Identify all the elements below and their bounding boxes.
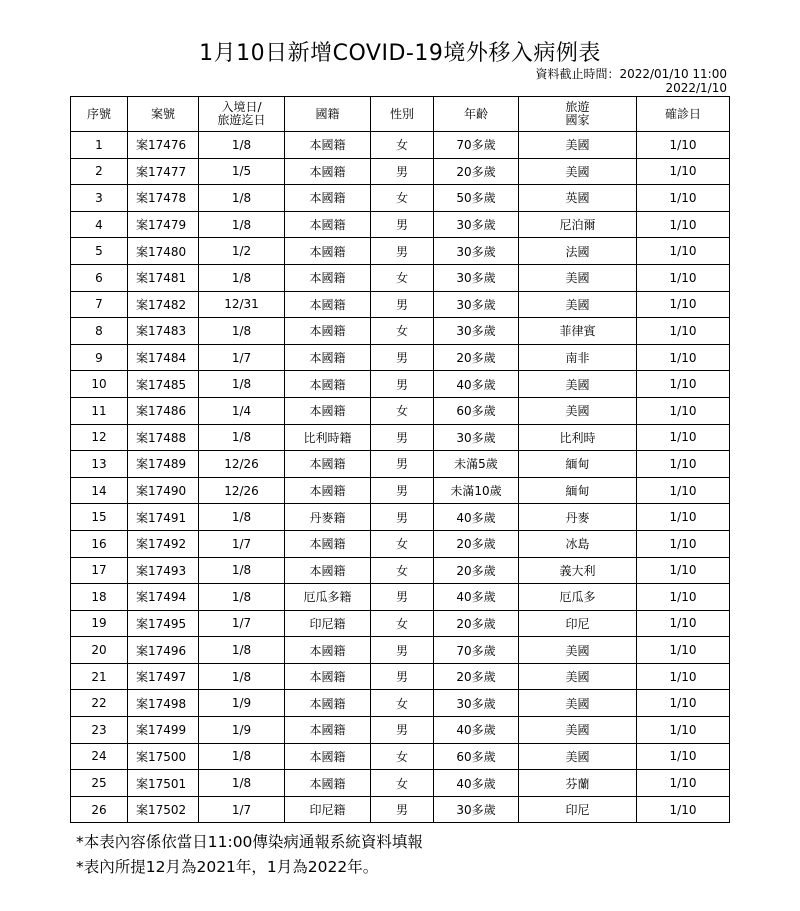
data-cutoff-time: 資料截止時間：2022/01/10 11:00 bbox=[535, 67, 727, 81]
cell-case-no: 案17485 bbox=[128, 371, 199, 398]
cell-entry-date: 1/8 bbox=[199, 584, 285, 611]
cell-entry-date: 1/2 bbox=[199, 238, 285, 265]
footnote: *本表內容係依當日11:00傳染病通報系統資料填報 bbox=[76, 833, 423, 851]
cell-travel-country: 美國 bbox=[519, 637, 637, 664]
cell-travel-country: 美國 bbox=[519, 291, 637, 318]
cell-confirm-date: 1/10 bbox=[637, 770, 730, 797]
cell-travel-country: 美國 bbox=[519, 690, 637, 717]
table-row bbox=[71, 451, 730, 478]
cell-age: 20多歲 bbox=[434, 530, 519, 557]
cell-nationality: 本國籍 bbox=[285, 557, 371, 584]
cell-confirm-date: 1/10 bbox=[637, 663, 730, 690]
table-row bbox=[71, 557, 730, 584]
cell-seq: 20 bbox=[71, 637, 128, 664]
header-confirm-date: 確診日 bbox=[637, 97, 730, 132]
cell-sex: 男 bbox=[371, 477, 434, 504]
cell-case-no: 案17491 bbox=[128, 504, 199, 531]
cell-entry-date: 1/8 bbox=[199, 318, 285, 345]
cell-case-no: 案17477 bbox=[128, 158, 199, 185]
cell-case-no: 案17479 bbox=[128, 211, 199, 238]
cell-entry-date: 12/26 bbox=[199, 451, 285, 478]
cell-travel-country: 丹麥 bbox=[519, 504, 637, 531]
cell-age: 40多歲 bbox=[434, 371, 519, 398]
header-case-no: 案號 bbox=[128, 97, 199, 132]
cell-case-no: 案17490 bbox=[128, 477, 199, 504]
cell-travel-country: 法國 bbox=[519, 238, 637, 265]
cell-seq: 2 bbox=[71, 158, 128, 185]
cell-case-no: 案17486 bbox=[128, 397, 199, 424]
header-entry-date: 入境日/ 旅遊迄日 bbox=[199, 97, 285, 132]
cell-travel-country: 菲律賓 bbox=[519, 318, 637, 345]
cell-age: 未滿5歲 bbox=[434, 451, 519, 478]
cell-seq: 9 bbox=[71, 344, 128, 371]
cell-entry-date: 1/8 bbox=[199, 770, 285, 797]
cell-sex: 女 bbox=[371, 610, 434, 637]
cell-age: 70多歲 bbox=[434, 637, 519, 664]
cell-seq: 18 bbox=[71, 584, 128, 611]
cell-entry-date: 1/8 bbox=[199, 424, 285, 451]
cell-travel-country: 美國 bbox=[519, 663, 637, 690]
cell-sex: 女 bbox=[371, 557, 434, 584]
cell-age: 40多歲 bbox=[434, 504, 519, 531]
cell-case-no: 案17476 bbox=[128, 132, 199, 159]
cell-seq: 4 bbox=[71, 211, 128, 238]
cell-confirm-date: 1/10 bbox=[637, 451, 730, 478]
cell-nationality: 印尼籍 bbox=[285, 796, 371, 823]
cell-case-no: 案17500 bbox=[128, 743, 199, 770]
cell-confirm-date: 1/10 bbox=[637, 424, 730, 451]
cell-case-no: 案17497 bbox=[128, 663, 199, 690]
cell-case-no: 案17499 bbox=[128, 717, 199, 744]
cell-age: 60多歲 bbox=[434, 743, 519, 770]
table-row bbox=[71, 743, 730, 770]
case-table bbox=[70, 96, 730, 823]
cell-sex: 男 bbox=[371, 211, 434, 238]
cell-seq: 12 bbox=[71, 424, 128, 451]
cell-case-no: 案17478 bbox=[128, 185, 199, 212]
cell-age: 20多歲 bbox=[434, 344, 519, 371]
table-row bbox=[71, 424, 730, 451]
cell-confirm-date: 1/10 bbox=[637, 291, 730, 318]
cell-travel-country: 緬甸 bbox=[519, 451, 637, 478]
cell-case-no: 案17502 bbox=[128, 796, 199, 823]
cell-case-no: 案17496 bbox=[128, 637, 199, 664]
table-row bbox=[71, 185, 730, 212]
cell-case-no: 案17498 bbox=[128, 690, 199, 717]
cell-confirm-date: 1/10 bbox=[637, 530, 730, 557]
cell-confirm-date: 1/10 bbox=[637, 397, 730, 424]
cell-case-no: 案17480 bbox=[128, 238, 199, 265]
cell-confirm-date: 1/10 bbox=[637, 318, 730, 345]
cell-sex: 男 bbox=[371, 584, 434, 611]
table-row bbox=[71, 158, 730, 185]
report-date: 2022/1/10 bbox=[665, 81, 727, 95]
cell-seq: 1 bbox=[71, 132, 128, 159]
cell-age: 60多歲 bbox=[434, 397, 519, 424]
table-row bbox=[71, 584, 730, 611]
cell-case-no: 案17483 bbox=[128, 318, 199, 345]
cell-travel-country: 義大利 bbox=[519, 557, 637, 584]
cell-entry-date: 1/9 bbox=[199, 690, 285, 717]
header-age: 年齡 bbox=[434, 97, 519, 132]
cell-age: 30多歲 bbox=[434, 796, 519, 823]
cell-seq: 8 bbox=[71, 318, 128, 345]
cell-sex: 女 bbox=[371, 770, 434, 797]
cell-nationality: 本國籍 bbox=[285, 211, 371, 238]
cell-nationality: 本國籍 bbox=[285, 530, 371, 557]
cell-sex: 女 bbox=[371, 185, 434, 212]
cell-sex: 男 bbox=[371, 424, 434, 451]
cell-sex: 女 bbox=[371, 690, 434, 717]
cell-age: 50多歲 bbox=[434, 185, 519, 212]
cell-age: 30多歲 bbox=[434, 264, 519, 291]
cell-entry-date: 1/5 bbox=[199, 158, 285, 185]
cell-entry-date: 1/9 bbox=[199, 717, 285, 744]
cell-entry-date: 12/31 bbox=[199, 291, 285, 318]
cell-age: 30多歲 bbox=[434, 690, 519, 717]
cell-age: 20多歲 bbox=[434, 610, 519, 637]
cell-entry-date: 1/8 bbox=[199, 743, 285, 770]
cell-confirm-date: 1/10 bbox=[637, 238, 730, 265]
cell-nationality: 本國籍 bbox=[285, 185, 371, 212]
cell-confirm-date: 1/10 bbox=[637, 371, 730, 398]
cell-seq: 11 bbox=[71, 397, 128, 424]
cell-entry-date: 1/8 bbox=[199, 637, 285, 664]
cell-sex: 男 bbox=[371, 238, 434, 265]
cell-nationality: 本國籍 bbox=[285, 238, 371, 265]
table-header-row bbox=[71, 97, 730, 132]
table-row bbox=[71, 291, 730, 318]
cell-travel-country: 美國 bbox=[519, 132, 637, 159]
page-title: 1月10日新增COVID-19境外移入病例表 bbox=[199, 41, 601, 66]
cell-confirm-date: 1/10 bbox=[637, 158, 730, 185]
table-row bbox=[71, 690, 730, 717]
cell-nationality: 本國籍 bbox=[285, 717, 371, 744]
cell-confirm-date: 1/10 bbox=[637, 132, 730, 159]
cell-seq: 3 bbox=[71, 185, 128, 212]
table-row bbox=[71, 211, 730, 238]
cell-seq: 21 bbox=[71, 663, 128, 690]
cell-age: 20多歲 bbox=[434, 663, 519, 690]
cell-sex: 男 bbox=[371, 451, 434, 478]
cell-entry-date: 1/8 bbox=[199, 663, 285, 690]
cell-age: 20多歲 bbox=[434, 158, 519, 185]
cell-entry-date: 1/8 bbox=[199, 264, 285, 291]
cell-nationality: 本國籍 bbox=[285, 318, 371, 345]
table-row bbox=[71, 264, 730, 291]
cell-case-no: 案17501 bbox=[128, 770, 199, 797]
cell-entry-date: 1/8 bbox=[199, 557, 285, 584]
cell-sex: 女 bbox=[371, 397, 434, 424]
cell-entry-date: 12/26 bbox=[199, 477, 285, 504]
cell-age: 30多歲 bbox=[434, 211, 519, 238]
cell-confirm-date: 1/10 bbox=[637, 185, 730, 212]
cell-case-no: 案17481 bbox=[128, 264, 199, 291]
table-row bbox=[71, 663, 730, 690]
cell-nationality: 本國籍 bbox=[285, 264, 371, 291]
cell-entry-date: 1/8 bbox=[199, 504, 285, 531]
cell-seq: 5 bbox=[71, 238, 128, 265]
cell-nationality: 本國籍 bbox=[285, 344, 371, 371]
cell-case-no: 案17494 bbox=[128, 584, 199, 611]
cell-sex: 男 bbox=[371, 637, 434, 664]
cell-entry-date: 1/7 bbox=[199, 610, 285, 637]
cell-confirm-date: 1/10 bbox=[637, 557, 730, 584]
cell-confirm-date: 1/10 bbox=[637, 211, 730, 238]
cell-entry-date: 1/8 bbox=[199, 211, 285, 238]
cell-seq: 16 bbox=[71, 530, 128, 557]
cell-sex: 男 bbox=[371, 158, 434, 185]
cell-sex: 女 bbox=[371, 318, 434, 345]
cell-seq: 24 bbox=[71, 743, 128, 770]
cell-travel-country: 美國 bbox=[519, 743, 637, 770]
cell-case-no: 案17482 bbox=[128, 291, 199, 318]
cell-case-no: 案17493 bbox=[128, 557, 199, 584]
cell-nationality: 本國籍 bbox=[285, 637, 371, 664]
table-row bbox=[71, 504, 730, 531]
table-row bbox=[71, 318, 730, 345]
cell-case-no: 案17495 bbox=[128, 610, 199, 637]
cell-nationality: 本國籍 bbox=[285, 291, 371, 318]
cell-age: 30多歲 bbox=[434, 291, 519, 318]
table-row bbox=[71, 717, 730, 744]
cell-seq: 13 bbox=[71, 451, 128, 478]
cell-age: 70多歲 bbox=[434, 132, 519, 159]
cell-sex: 男 bbox=[371, 663, 434, 690]
cell-confirm-date: 1/10 bbox=[637, 477, 730, 504]
cell-confirm-date: 1/10 bbox=[637, 717, 730, 744]
cell-confirm-date: 1/10 bbox=[637, 796, 730, 823]
cell-travel-country: 印尼 bbox=[519, 610, 637, 637]
cell-nationality: 丹麥籍 bbox=[285, 504, 371, 531]
table-row bbox=[71, 371, 730, 398]
cell-seq: 7 bbox=[71, 291, 128, 318]
header-nationality: 國籍 bbox=[285, 97, 371, 132]
cell-seq: 22 bbox=[71, 690, 128, 717]
table-row bbox=[71, 477, 730, 504]
cell-travel-country: 冰島 bbox=[519, 530, 637, 557]
cell-seq: 17 bbox=[71, 557, 128, 584]
cell-travel-country: 印尼 bbox=[519, 796, 637, 823]
cell-travel-country: 比利時 bbox=[519, 424, 637, 451]
cell-seq: 25 bbox=[71, 770, 128, 797]
cell-sex: 女 bbox=[371, 264, 434, 291]
cell-confirm-date: 1/10 bbox=[637, 264, 730, 291]
cell-entry-date: 1/4 bbox=[199, 397, 285, 424]
cell-confirm-date: 1/10 bbox=[637, 504, 730, 531]
cell-confirm-date: 1/10 bbox=[637, 690, 730, 717]
cell-sex: 男 bbox=[371, 504, 434, 531]
cell-confirm-date: 1/10 bbox=[637, 584, 730, 611]
cell-entry-date: 1/8 bbox=[199, 371, 285, 398]
header-sex: 性別 bbox=[371, 97, 434, 132]
cell-travel-country: 美國 bbox=[519, 264, 637, 291]
cell-age: 30多歲 bbox=[434, 424, 519, 451]
cell-nationality: 本國籍 bbox=[285, 690, 371, 717]
table-row bbox=[71, 796, 730, 823]
cell-confirm-date: 1/10 bbox=[637, 743, 730, 770]
table-row bbox=[71, 344, 730, 371]
table-row bbox=[71, 610, 730, 637]
cell-entry-date: 1/7 bbox=[199, 530, 285, 557]
cell-case-no: 案17489 bbox=[128, 451, 199, 478]
cell-seq: 23 bbox=[71, 717, 128, 744]
cell-sex: 男 bbox=[371, 344, 434, 371]
cell-nationality: 印尼籍 bbox=[285, 610, 371, 637]
cell-age: 未滿10歲 bbox=[434, 477, 519, 504]
cell-travel-country: 美國 bbox=[519, 717, 637, 744]
cell-sex: 男 bbox=[371, 371, 434, 398]
cell-seq: 14 bbox=[71, 477, 128, 504]
cell-entry-date: 1/7 bbox=[199, 344, 285, 371]
cell-nationality: 本國籍 bbox=[285, 371, 371, 398]
cell-travel-country: 南非 bbox=[519, 344, 637, 371]
cell-nationality: 本國籍 bbox=[285, 451, 371, 478]
cell-nationality: 厄瓜多籍 bbox=[285, 584, 371, 611]
cell-travel-country: 芬蘭 bbox=[519, 770, 637, 797]
table-body bbox=[71, 132, 730, 823]
cell-seq: 15 bbox=[71, 504, 128, 531]
cell-seq: 10 bbox=[71, 371, 128, 398]
cell-nationality: 本國籍 bbox=[285, 477, 371, 504]
cell-age: 20多歲 bbox=[434, 557, 519, 584]
cell-travel-country: 厄瓜多 bbox=[519, 584, 637, 611]
cell-nationality: 本國籍 bbox=[285, 132, 371, 159]
cell-travel-country: 英國 bbox=[519, 185, 637, 212]
cell-seq: 19 bbox=[71, 610, 128, 637]
cell-sex: 女 bbox=[371, 530, 434, 557]
cell-travel-country: 美國 bbox=[519, 397, 637, 424]
cell-age: 40多歲 bbox=[434, 584, 519, 611]
cell-sex: 男 bbox=[371, 796, 434, 823]
cell-confirm-date: 1/10 bbox=[637, 344, 730, 371]
cell-age: 30多歲 bbox=[434, 318, 519, 345]
cell-nationality: 本國籍 bbox=[285, 770, 371, 797]
cell-sex: 女 bbox=[371, 132, 434, 159]
cell-travel-country: 美國 bbox=[519, 158, 637, 185]
cell-entry-date: 1/8 bbox=[199, 132, 285, 159]
cell-confirm-date: 1/10 bbox=[637, 637, 730, 664]
table-row bbox=[71, 238, 730, 265]
cell-nationality: 比利時籍 bbox=[285, 424, 371, 451]
cell-travel-country: 尼泊爾 bbox=[519, 211, 637, 238]
cell-case-no: 案17488 bbox=[128, 424, 199, 451]
cell-entry-date: 1/7 bbox=[199, 796, 285, 823]
cell-age: 40多歲 bbox=[434, 717, 519, 744]
table-row bbox=[71, 132, 730, 159]
table-row bbox=[71, 397, 730, 424]
cell-case-no: 案17492 bbox=[128, 530, 199, 557]
table-row bbox=[71, 637, 730, 664]
cell-nationality: 本國籍 bbox=[285, 158, 371, 185]
cell-nationality: 本國籍 bbox=[285, 397, 371, 424]
cell-case-no: 案17484 bbox=[128, 344, 199, 371]
cell-entry-date: 1/8 bbox=[199, 185, 285, 212]
footnotes bbox=[76, 830, 423, 880]
cell-confirm-date: 1/10 bbox=[637, 610, 730, 637]
cell-sex: 男 bbox=[371, 717, 434, 744]
table-row bbox=[71, 530, 730, 557]
cell-nationality: 本國籍 bbox=[285, 743, 371, 770]
header-seq: 序號 bbox=[71, 97, 128, 132]
cell-sex: 女 bbox=[371, 743, 434, 770]
cell-travel-country: 美國 bbox=[519, 371, 637, 398]
cell-seq: 6 bbox=[71, 264, 128, 291]
cell-age: 30多歲 bbox=[434, 238, 519, 265]
header-travel-country: 旅遊 國家 bbox=[519, 97, 637, 132]
cell-nationality: 本國籍 bbox=[285, 663, 371, 690]
table-row bbox=[71, 770, 730, 797]
cell-age: 40多歲 bbox=[434, 770, 519, 797]
footnote: *表內所提12月為2021年，1月為2022年。 bbox=[76, 858, 379, 876]
cell-travel-country: 緬甸 bbox=[519, 477, 637, 504]
cell-sex: 男 bbox=[371, 291, 434, 318]
cell-seq: 26 bbox=[71, 796, 128, 823]
